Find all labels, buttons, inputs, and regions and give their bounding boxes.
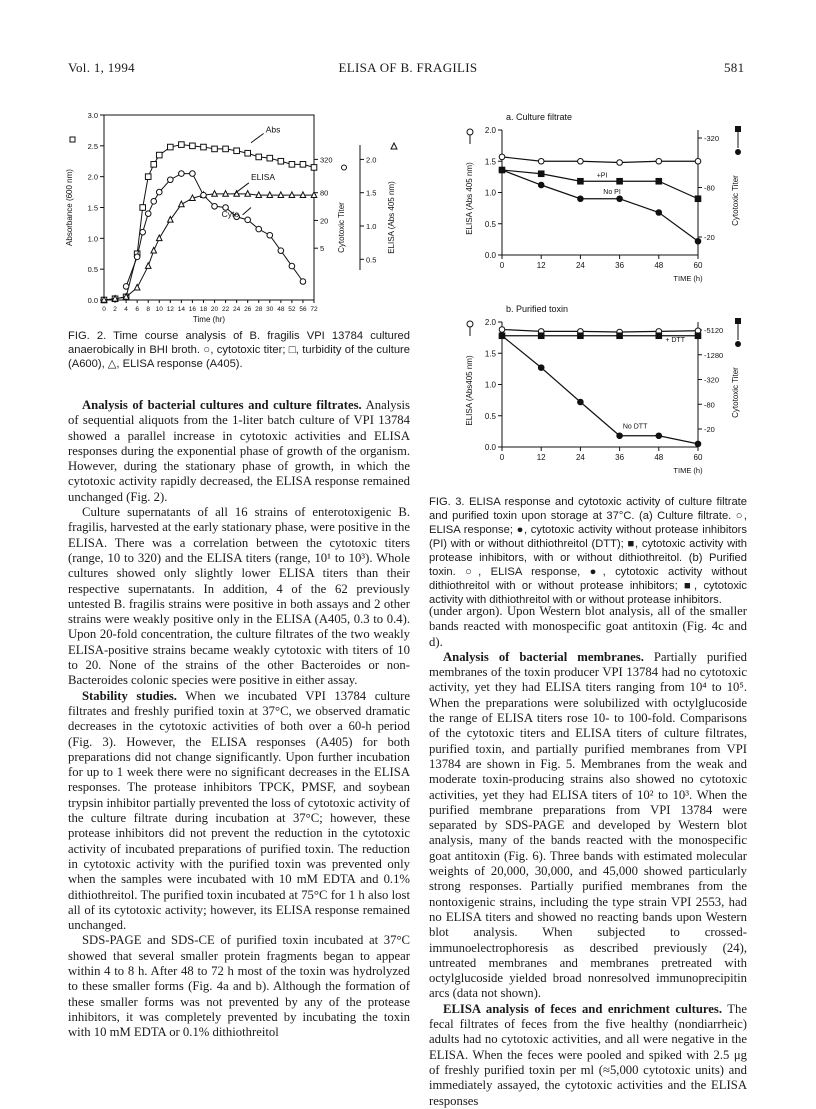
fig2-x-tick-label: 12 bbox=[166, 306, 174, 313]
fig3b-annotation-dtt: + DTT bbox=[665, 337, 685, 344]
fig2-point-abs bbox=[212, 146, 218, 152]
fig2-point-abs bbox=[190, 143, 196, 149]
fig3b-point--dtt bbox=[656, 333, 662, 339]
fig3b-x-tick-label: 0 bbox=[499, 453, 505, 462]
fig3a-left-tick-label: 0.5 bbox=[484, 219, 496, 229]
fig2-point-elisa bbox=[151, 247, 157, 253]
fig2-annotation-elisa: ELISA bbox=[251, 171, 276, 182]
fig3b-point--dtt bbox=[578, 333, 584, 339]
fig2-point-elisa bbox=[179, 201, 185, 207]
fig3-caption: FIG. 3. ELISA response and cytotoxic activity of culture filtrate and purified toxin upon storage at 37°C. (a) Culture filtrate. ○, ELISA response; ●, cytotoxic activity without protease inhibitors (PI) with or without dithiothreitol (DTT); ■, cytotoxic activity with protease inhibitors, with or without dithiothreitol. (b) Purified toxin. ○, ELISA response, ●, cytotoxic activity without dithiothreitol with or without protease inhibitors; ■, cytotoxic activity with dithiothreitol with or without protease inhibitors. bbox=[429, 496, 747, 606]
fig3b-right-tick-label: -320 bbox=[704, 375, 720, 385]
fig3a-point-no-pi bbox=[578, 196, 584, 202]
fig2-right-tick-label: 1.0 bbox=[366, 222, 377, 231]
fig3a-point-elisa bbox=[656, 158, 662, 164]
section-heading: ELISA analysis of feces and enrichment cultures. bbox=[443, 1001, 723, 1016]
page-number: 581 bbox=[724, 60, 745, 75]
fig2-point-abs bbox=[151, 162, 157, 168]
fig2-point-abs bbox=[311, 165, 317, 171]
fig3a-point-no-pi bbox=[617, 196, 623, 202]
fig3a-x-tick-label: 12 bbox=[536, 261, 546, 270]
fig2-right-tick-label: 2.0 bbox=[366, 155, 377, 165]
fig2-point-cyto bbox=[151, 199, 157, 205]
fig2-x-tick-label: 2 bbox=[113, 306, 117, 313]
fig3b-right-tick-label: -20 bbox=[704, 425, 715, 434]
fig2-left-tick-label: 2.5 bbox=[87, 141, 98, 151]
fig2-left-tick-label: 3.0 bbox=[87, 111, 98, 120]
fig3a-right-tick-label: -320 bbox=[704, 134, 720, 143]
fig3a-annotation-pi: +PI bbox=[596, 172, 608, 180]
fig2-point-abs bbox=[156, 152, 162, 158]
fig2-point-abs bbox=[179, 142, 185, 148]
fig3b-left-tick-label: 1.0 bbox=[484, 380, 496, 390]
fig3a-point--pi bbox=[695, 196, 701, 202]
left_column-paragraph bbox=[68, 933, 410, 1040]
right_column-paragraph bbox=[429, 604, 747, 650]
fig3b-right-axis-label: Cytotoxic Titer bbox=[731, 367, 740, 418]
fig2-caption: FIG. 2. Time course analysis of B. fragilis VPI 13784 cultured anaerobically in BHI broth. ○, cytotoxic titer; □, turbidity of the culture (A600), △, ELISA response (A405). bbox=[68, 330, 410, 370]
fig2-point-abs bbox=[145, 174, 151, 180]
fig3b-point-elisa bbox=[499, 327, 505, 333]
fig2-point-cyto bbox=[179, 171, 185, 177]
fig2-point-abs bbox=[201, 144, 207, 150]
fig2-point-cyto bbox=[140, 229, 146, 235]
fig3a-x-axis-label: TIME (h) bbox=[673, 274, 703, 283]
fig2-point-cyto bbox=[201, 192, 207, 198]
fig2-point-abs bbox=[256, 154, 262, 160]
fig2-left-tick-label: 0.5 bbox=[87, 265, 98, 275]
paragraph-text: SDS-PAGE and SDS-CE of purified toxin incubated at 37°C showed that several smaller protein fragments began to appear within 4 to 8 h. After 48 to 72 h most of the toxin was hydrolyzed to these smaller forms (Fig. 4a and b). Although the formation of these smaller forms was not prevented by any of the protease inhibitors, it was completely prevented by incubating the toxin with 10 mM EDTA or 0.1% dithiothreitol bbox=[68, 933, 410, 1040]
left_column-paragraph bbox=[68, 689, 410, 934]
right_column-paragraph bbox=[429, 1002, 747, 1109]
fig3a-point-elisa bbox=[695, 158, 701, 164]
fig2-point-cyto bbox=[134, 254, 140, 260]
fig2-chart bbox=[60, 105, 420, 325]
fig3b-x-axis-label: TIME (h) bbox=[673, 466, 703, 475]
fig2-mid-tick-label: 320 bbox=[320, 155, 333, 165]
fig3b-left-tick-label: 1.5 bbox=[484, 349, 496, 359]
fig3a-point--pi bbox=[578, 178, 584, 184]
fig2-point-cyto bbox=[267, 232, 273, 238]
fig3b-point-no-dtt bbox=[695, 441, 701, 447]
fig3b-right-key-circle bbox=[735, 341, 741, 347]
left_column-paragraph bbox=[68, 505, 410, 689]
fig3a-left-tick-label: 0.0 bbox=[484, 251, 496, 260]
fig2-mid-axis-key-circle bbox=[342, 165, 347, 170]
section-heading: Analysis of bacterial cultures and culture filtrates. bbox=[82, 398, 362, 412]
fig3a-right-tick-label: -20 bbox=[704, 233, 715, 242]
fig2-mid-tick-label: 80 bbox=[320, 188, 329, 198]
fig3b-point-no-dtt bbox=[538, 365, 544, 371]
left-column bbox=[68, 398, 410, 1040]
fig3a-x-tick-label: 48 bbox=[654, 261, 664, 270]
fig2-annotation-abs: Abs bbox=[265, 124, 281, 135]
paragraph-text: (under argon). Upon Western blot analysis, all of the smaller bands reacted with monospecific goat antitoxin (Fig. 4c and d). bbox=[429, 604, 747, 649]
fig2-point-cyto bbox=[145, 211, 151, 217]
fig2-x-tick-label: 26 bbox=[244, 306, 252, 313]
fig3b-right-key-square bbox=[735, 318, 741, 324]
fig2-series-line-abs bbox=[104, 145, 314, 300]
fig2-x-tick-label: 28 bbox=[255, 306, 263, 313]
fig3b-x-tick-label: 60 bbox=[693, 453, 703, 462]
fig3b-annotation-no-dtt: No DTT bbox=[622, 423, 648, 431]
right-column bbox=[429, 604, 747, 1109]
fig2-mid-axis-label: Cytotoxic Titer bbox=[337, 202, 346, 253]
section-heading: Stability studies. bbox=[82, 688, 177, 703]
fig2-point-abs bbox=[140, 205, 146, 211]
fig2-point-elisa bbox=[134, 284, 140, 290]
fig3a-right-key-circle bbox=[735, 149, 741, 155]
journal-volume: Vol. 1, 1994 bbox=[68, 60, 135, 75]
fig2-right-axis-label: ELISA (Abs 405 nm) bbox=[387, 181, 396, 254]
fig3b-svg bbox=[440, 300, 740, 485]
fig3a-point-no-pi bbox=[695, 238, 701, 244]
fig2-x-tick-label: 48 bbox=[277, 306, 285, 313]
fig3b-left-tick-label: 0.0 bbox=[484, 443, 496, 452]
fig2-right-tick-label: 1.5 bbox=[366, 188, 377, 198]
fig2-svg bbox=[60, 105, 420, 325]
fig3b-x-tick-label: 24 bbox=[575, 453, 585, 462]
fig3b-left-axis-label: ELISA (Abs405 nm) bbox=[465, 355, 474, 426]
fig3b-series-line-no-dtt bbox=[502, 336, 698, 444]
fig3b-x-tick-label: 12 bbox=[536, 453, 546, 462]
fig2-x-tick-label: 72 bbox=[310, 306, 318, 313]
paragraph-text: When we incubated VPI 13784 culture filtrates and freshly purified toxin at 37°C, we observed dramatic decreases in the cytotoxic activities of both over a 60-h period (Fig. 3). However, the ELISA responses (A405) for both preparations did not change significantly. Upon further incubation for up to 1 week there were no significant decreases in the ELISA responses. The protease inhibitors TPCK, PMSF, and soybean trypsin inhibitor partially prevented the loss of cytotoxic activity of the culture filtrate during incubation at 37°C; however, these protease inhibitors did not prevent the reduction in the cytotoxic activity of incubated preparations of purified toxin. The reduction in cytotoxic activity with the purified toxin was prevented only when the samples were incubated with 10 mM EDTA and 0.1% dithiothreitol. The purified toxin incubated at 75°C for 1 h also lost all of its cytotoxic activity; however, its ELISA response remained unchanged. bbox=[68, 688, 410, 933]
fig3b-panel-title: b. Purified toxin bbox=[506, 304, 569, 314]
fig2-x-tick-label: 20 bbox=[210, 306, 219, 313]
fig3a-left-tick-label: 1.0 bbox=[484, 188, 496, 198]
fig2-right-tick-label: 0.5 bbox=[366, 255, 377, 265]
section-heading: Analysis of bacterial membranes. bbox=[443, 649, 644, 664]
fig2-x-tick-label: 10 bbox=[155, 306, 163, 313]
fig3b-x-tick-label: 36 bbox=[615, 453, 625, 462]
paragraph-text: Culture supernatants of all 16 strains of enterotoxigenic B. fragilis, harvested at the early stationary phase, were positive in the ELISA. There was a correlation between the cytotoxic titers (range, 10 to 320) and the ELISA titers (range, 10¹ to 10³). Whole cultures showed only slightly lower ELISA titers than their respective supernatants. In addition, 4 of the 62 previously untested B. fragilis strains were positive in both assays and 2 other strains were weakly positive only in the ELISA (A405, 0.3 to 0.4). Upon 20-fold concentration, the culture filtrates of the two weakly ELISA-positive strains became weakly cytotoxic with titers of 10 to 20. None of the strains of the other Bacteroides or non-Bacteroides colonic species were positive in either assay. bbox=[68, 505, 410, 688]
fig2-annotation-leader bbox=[243, 208, 251, 215]
fig2-left-axis-label: Absorbance (600 nm) bbox=[65, 169, 74, 246]
fig3b-left-tick-label: 0.5 bbox=[484, 411, 496, 421]
paragraph-text: Partially purified membranes of the toxin producer VPI 13784 had no cytotoxic activity, yet they had ELISA titers ranging from 10⁴ to 10⁵. When the preparations were solubilized with octylglucoside the range of ELISA titers rose 10- to 100-fold. Comparisons of the cytotoxic titers and ELISA titers of culture filtrates, purified toxin, and partially purified membranes from VPI 13784 are shown in Fig. 5. Membranes from the weak and moderate toxin-producing strains also showed no cytotoxic activities, yet they had ELISA titers of 10² to 10³. When the purified membrane preparations from VPI 13784 were separated by SDS-PAGE and developed by Western blot analysis, many of the bands reacted with the monospecific goat antitoxin (Fig. 6). Three bands with estimated molecular weights of 20,000, 30,000, and 45,000 showed particularly strong responses. Partially purified membranes from the nontoxigenic strains, including the type strain VPI 2553, had no ELISA titers and showed no reacting bands upon Western blot analysis. When subjected to crossed-immunoelectrophoresis as described previously (24), untreated membranes and membranes pretreated with octylglucoside yielded broad nonresolved immunoprecipitin arcs (data not shown). bbox=[429, 649, 747, 1001]
fig2-point-cyto bbox=[168, 177, 174, 183]
fig3a-point-no-pi bbox=[656, 210, 662, 216]
fig3b-point--dtt bbox=[617, 333, 623, 339]
fig3a-point-elisa bbox=[538, 158, 544, 164]
fig3b-point-no-dtt bbox=[617, 433, 623, 439]
fig3b-x-tick-label: 48 bbox=[654, 453, 664, 462]
fig2-right-axis-key-triangle bbox=[391, 143, 397, 149]
fig2-x-tick-label: 24 bbox=[233, 306, 241, 313]
fig3a-series-line-elisa bbox=[502, 157, 698, 163]
fig2-point-cyto bbox=[212, 203, 218, 209]
fig2-x-tick-label: 52 bbox=[288, 306, 296, 313]
fig2-mid-tick-label: 5 bbox=[320, 244, 325, 254]
fig2-mid-tick-label: 20 bbox=[320, 216, 329, 226]
fig2-x-tick-label: 16 bbox=[188, 306, 197, 313]
fig3a-right-axis-label: Cytotoxic Titer bbox=[731, 175, 740, 226]
fig3b-chart bbox=[440, 300, 740, 485]
fig3a-point--pi bbox=[617, 178, 623, 184]
fig2-annotation-cyto: Cyto bbox=[221, 208, 240, 219]
fig3a-right-tick-label: -80 bbox=[704, 183, 715, 193]
fig2-point-cyto bbox=[123, 284, 129, 290]
fig3a-x-tick-label: 36 bbox=[615, 261, 625, 270]
fig3b-right-tick-label: -1280 bbox=[704, 350, 724, 360]
fig2-left-tick-label: 1.0 bbox=[87, 234, 98, 244]
fig2-x-tick-label: 4 bbox=[124, 306, 128, 313]
fig3a-x-tick-label: 24 bbox=[575, 261, 585, 270]
fig2-point-cyto bbox=[156, 189, 162, 195]
fig2-x-tick-label: 6 bbox=[135, 306, 139, 313]
fig2-point-elisa bbox=[145, 263, 151, 269]
fig2-x-tick-label: 56 bbox=[299, 306, 307, 313]
fig3b-left-tick-label: 2.0 bbox=[484, 318, 496, 327]
left_column-paragraph bbox=[68, 398, 410, 505]
fig2-point-abs bbox=[223, 146, 229, 152]
fig2-x-tick-label: 0 bbox=[102, 306, 106, 313]
fig3a-x-tick-label: 0 bbox=[499, 261, 505, 270]
fig3a-point--pi bbox=[656, 178, 662, 184]
fig3a-right-key-square bbox=[735, 126, 741, 132]
fig2-x-tick-label: 8 bbox=[146, 306, 151, 313]
fig2-point-abs bbox=[267, 155, 273, 161]
fig3a-left-tick-label: 2.0 bbox=[484, 126, 496, 135]
fig2-left-axis-key-square bbox=[70, 137, 75, 142]
fig2-point-abs bbox=[234, 148, 240, 154]
fig2-plot-frame bbox=[104, 115, 314, 300]
fig2-point-cyto bbox=[300, 279, 306, 285]
fig2-series-line-elisa bbox=[104, 194, 314, 300]
fig2-point-abs bbox=[300, 162, 306, 168]
fig3a-x-tick-label: 60 bbox=[693, 261, 703, 270]
fig2-point-abs bbox=[168, 144, 174, 150]
fig2-x-tick-label: 14 bbox=[177, 306, 185, 313]
right_column-paragraph bbox=[429, 650, 747, 1002]
fig3b-point--dtt bbox=[538, 333, 544, 339]
fig2-x-axis-label: Time (hr) bbox=[192, 315, 226, 324]
fig2-point-abs bbox=[278, 158, 284, 164]
fig2-annotation-leader bbox=[251, 134, 264, 143]
fig3b-right-tick-label: -80 bbox=[704, 400, 715, 410]
fig2-left-tick-label: 2.0 bbox=[87, 172, 98, 182]
fig3b-point-no-dtt bbox=[578, 399, 584, 405]
fig3a-point-no-pi bbox=[538, 182, 544, 188]
fig3a-left-key-circle bbox=[467, 129, 473, 135]
fig3b-left-key-circle bbox=[467, 321, 473, 327]
fig3b-series-line-elisa bbox=[502, 330, 698, 333]
fig2-point-abs bbox=[245, 150, 251, 156]
fig3a-point--pi bbox=[538, 171, 544, 177]
fig3b-point-no-dtt bbox=[656, 433, 662, 439]
fig3a-left-axis-label: ELISA (Abs 405 nm) bbox=[465, 162, 474, 235]
fig3a-annotation-no-pi: No PI bbox=[603, 188, 621, 196]
fig2-point-abs bbox=[289, 162, 295, 168]
fig2-point-cyto bbox=[256, 226, 262, 232]
fig3b-point--dtt bbox=[695, 333, 701, 339]
fig3b-right-tick-label: -5120 bbox=[704, 326, 724, 335]
fig3a-point-elisa bbox=[617, 160, 623, 166]
fig2-left-tick-label: 1.5 bbox=[87, 203, 98, 213]
fig2-point-cyto bbox=[278, 248, 284, 254]
paragraph-text: Analysis of sequential aliquots from the 1-liter batch culture of VPI 13784 showed a parallel increase in cytotoxic activities and ELISA responses during the exponential phase of growth of the organism. However, during the stationary phase of growth, in which the cytotoxic activity rapidly decreased, the ELISA response remained unchanged (Fig. 2). bbox=[68, 398, 410, 504]
fig3a-point-elisa bbox=[499, 154, 505, 160]
fig3a-chart bbox=[440, 108, 740, 293]
fig3a-point-elisa bbox=[578, 158, 584, 164]
fig2-x-tick-label: 18 bbox=[199, 306, 208, 313]
fig2-point-cyto bbox=[190, 171, 196, 177]
paragraph-text: The fecal filtrates of feces from the five healthy (nondiarrheic) adults had no cytotoxic activities, and all were negative in the ELISA. When the feces were pooled and spiked with 2.5 μg of freshly purified toxin per ml (≈5,000 cytotoxic units) and immediately assayed, the cytotoxic activities and the ELISA responses bbox=[429, 1001, 748, 1108]
fig2-point-cyto bbox=[245, 217, 251, 223]
fig2-x-tick-label: 30 bbox=[266, 306, 274, 313]
fig2-point-cyto bbox=[289, 263, 295, 269]
fig3a-point-no-pi bbox=[499, 167, 505, 173]
running-title: ELISA OF B. FRAGILIS bbox=[338, 60, 478, 75]
fig2-x-tick-label: 22 bbox=[221, 306, 230, 313]
fig3a-panel-title: a. Culture filtrate bbox=[506, 112, 573, 122]
fig3b-point-no-dtt bbox=[499, 333, 505, 339]
fig3a-left-tick-label: 1.5 bbox=[484, 157, 496, 167]
fig2-left-tick-label: 0.0 bbox=[87, 296, 98, 305]
fig3a-svg bbox=[440, 108, 740, 293]
